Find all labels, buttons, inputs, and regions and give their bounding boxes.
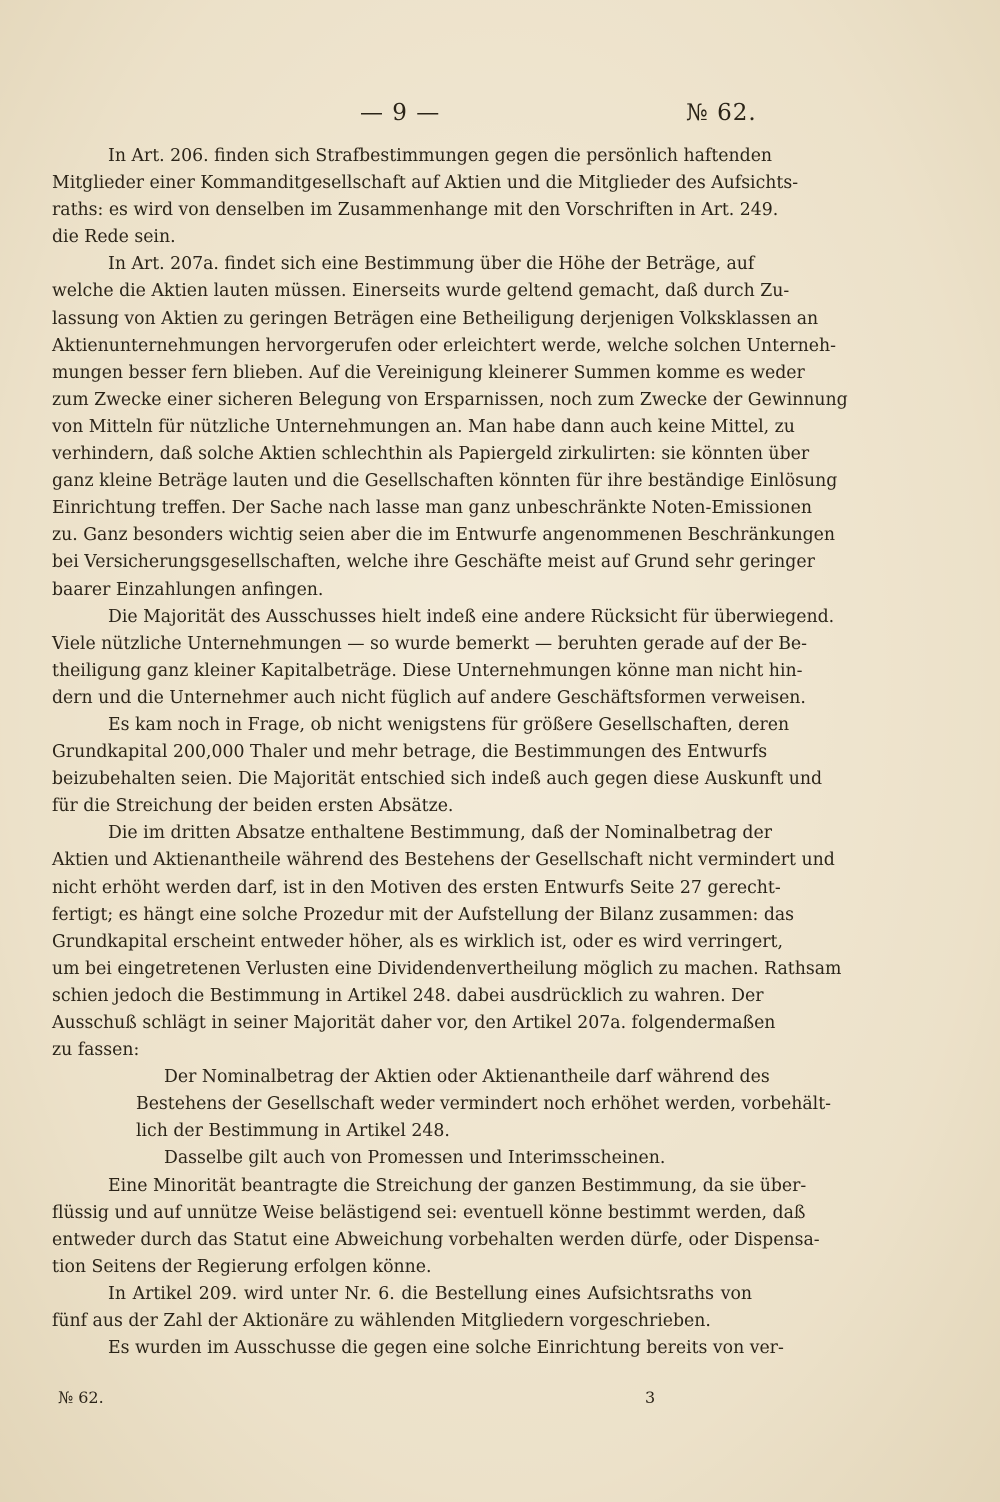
text-line: Grundkapital erscheint entweder höher, als es wirklich ist, oder es wird verringert, xyxy=(52,931,783,952)
text-line: Die im dritten Absatze enthaltene Bestimmung, daß der Nominalbetrag der xyxy=(108,823,772,844)
text-line: raths: es wird von denselben im Zusammenhange mit den Vorschriften in Art. 249. xyxy=(52,200,779,221)
text-line: Aktien und Aktienantheile während des Bestehens der Gesellschaft nicht vermindert und xyxy=(52,850,835,871)
text-line: Es wurden im Ausschusse die gegen eine solche Einrichtung bereits von ver- xyxy=(108,1338,784,1359)
text-line: entweder durch das Statut eine Abweichung vorbehalten werden dürfe, oder Dispensa- xyxy=(52,1229,820,1250)
quote-line: Bestehens der Gesellschaft weder vermindert noch erhöhet werden, vorbehält- xyxy=(136,1094,831,1115)
text-line: tion Seitens der Regierung erfolgen könne. xyxy=(52,1256,432,1277)
text-line: In Art. 207a. findet sich eine Bestimmung über die Höhe der Beträge, auf xyxy=(108,254,755,275)
quote-line: Dasselbe gilt auch von Promessen und Interimsscheinen. xyxy=(164,1148,666,1169)
text-line: dern und die Unternehmer auch nicht füglich auf andere Geschäftsformen verweisen. xyxy=(52,687,806,708)
text-line: um bei eingetretenen Verlusten eine Dividendenvertheilung möglich zu machen. Rathsam xyxy=(52,958,842,979)
signature-mark: 3 xyxy=(645,1388,656,1407)
text-line: theiligung ganz kleiner Kapitalbeträge. Diese Unternehmungen könne man nicht hin- xyxy=(52,660,803,681)
text-line: Ausschuß schlägt in seiner Majorität daher vor, den Artikel 207a. folgendermaßen xyxy=(52,1013,776,1033)
text-line: die Rede sein. xyxy=(52,227,176,248)
text-line: beizubehalten seien. Die Majorität entschied sich indeß auch gegen diese Auskunft und xyxy=(52,769,823,790)
text-line: flüssig und auf unnütze Weise belästigend sei: eventuell könne bestimmt werden, daß xyxy=(52,1202,806,1223)
text-line: zu. Ganz besonders wichtig seien aber die im Entwurfe angenommenen Beschränkungen xyxy=(52,525,836,546)
text-line: verhindern, daß solche Aktien schlechthin als Papiergeld zirkulirten: sie könnten über xyxy=(52,444,810,465)
quote-line: lich der Bestimmung in Artikel 248. xyxy=(136,1121,450,1142)
text-line: zu fassen: xyxy=(52,1040,140,1061)
text-line: schien jedoch die Bestimmung in Artikel 248. dabei ausdrücklich zu wahren. Der xyxy=(52,985,764,1006)
text-line: Mitglieder einer Kommanditgesellschaft auf Aktien und die Mitglieder des Aufsichts- xyxy=(52,173,799,194)
text-line: für die Streichung der beiden ersten Absätze. xyxy=(52,796,454,817)
footer-document-number: № 62. xyxy=(58,1388,104,1407)
text-line: Es kam noch in Frage, ob nicht wenigstens für größere Gesellschaften, deren xyxy=(108,714,790,735)
text-line: mungen besser fern blieben. Auf die Vereinigung kleinerer Summen komme es weder xyxy=(52,362,805,383)
document-number: № 62. xyxy=(686,100,757,126)
body-text xyxy=(52,143,848,1362)
quote-line: Der Nominalbetrag der Aktien oder Aktienantheile darf während des xyxy=(164,1067,770,1088)
text-line: lassung von Aktien zu geringen Beträgen eine Betheiligung derjenigen Volksklassen an xyxy=(52,308,819,329)
text-line: Aktienunternehmungen hervorgerufen oder erleichtert werde, welche solchen Unterneh- xyxy=(52,335,836,356)
text-line: In Artikel 209. wird unter Nr. 6. die Bestellung eines Aufsichtsraths von xyxy=(108,1283,752,1304)
text-line: baarer Einzahlungen anfingen. xyxy=(52,579,324,600)
text-line: In Art. 206. finden sich Strafbestimmungen gegen die persönlich haftenden xyxy=(108,146,773,166)
text-line: von Mitteln für nützliche Unternehmungen an. Man habe dann auch keine Mittel, zu xyxy=(52,416,795,437)
text-line: Die Majorität des Ausschusses hielt indeß eine andere Rücksicht für überwiegend. xyxy=(108,606,835,627)
text-line: zum Zwecke einer sicheren Belegung von Ersparnissen, noch zum Zwecke der Gewinnung xyxy=(52,389,848,410)
text-line: Viele nützliche Unternehmungen — so wurde bemerkt — beruhten gerade auf der Be- xyxy=(52,633,807,654)
text-line: nicht erhöht werden darf, ist in den Motiven des ersten Entwurfs Seite 27 gerecht- xyxy=(52,877,781,898)
text-line: Eine Minorität beantragte die Streichung der ganzen Bestimmung, da sie über- xyxy=(108,1175,807,1196)
text-line: Einrichtung treffen. Der Sache nach lasse man ganz unbeschränkte Noten-Emissionen xyxy=(52,498,813,519)
text-line: bei Versicherungsgesellschaften, welche ihre Geschäfte meist auf Grund sehr geringer xyxy=(52,552,815,573)
text-line: Grundkapital 200,000 Thaler und mehr betrage, die Bestimmungen des Entwurfs xyxy=(52,742,768,763)
text-line: ganz kleine Beträge lauten und die Gesellschaften könnten für ihre beständige Einlösung xyxy=(52,471,838,492)
text-line: welche die Aktien lauten müssen. Einerseits wurde geltend gemacht, daß durch Zu- xyxy=(52,281,790,302)
text-line: fertigt; es hängt eine solche Prozedur mit der Aufstellung der Bilanz zusammen: das xyxy=(52,904,795,925)
text-line: fünf aus der Zahl der Aktionäre zu wählenden Mitgliedern vorgeschrieben. xyxy=(52,1311,711,1332)
page-number: — 9 — xyxy=(360,100,441,126)
